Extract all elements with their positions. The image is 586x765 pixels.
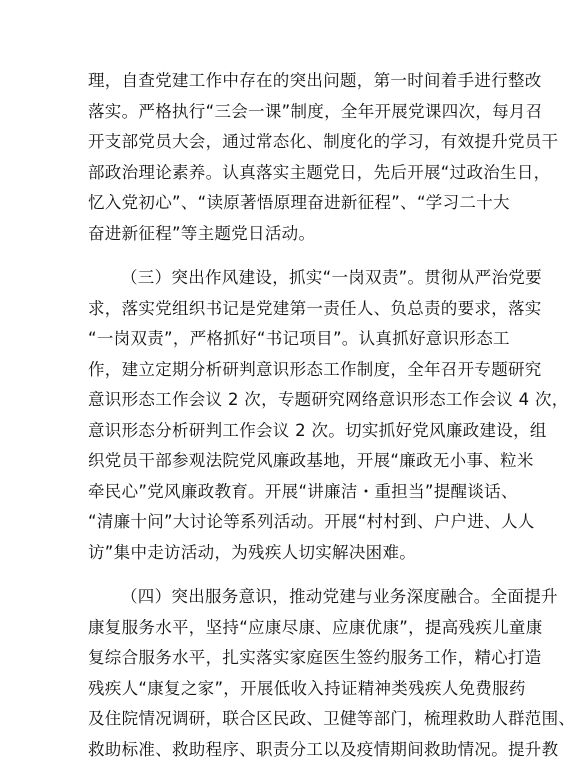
text-line: 康复服务水平，坚持“应康尽康、应康优康”，提高残疾儿童康 bbox=[88, 613, 508, 644]
text-line: （四）突出服务意识，推动党建与业务深度融合。全面提升 bbox=[88, 582, 508, 613]
text-line: 意识形态分析研判工作会议 2 次。切实抓好党风廉政建设，组 bbox=[88, 416, 508, 447]
text-line: “一岗双责”，严格抓好“书记项目”。认真抓好意识形态工 bbox=[88, 324, 508, 355]
text-line: 理，自查党建工作中存在的突出问题，第一时间着手进行整改 bbox=[88, 66, 508, 97]
text-line: “清廉十问”大讨论等系列活动。开展“村村到、户户进、人人 bbox=[88, 507, 508, 538]
text-line: （三）突出作风建设，抓实“一岗双责”。贯彻从严治党要 bbox=[88, 263, 508, 294]
text-line: 织党员干部参观法院党风廉政基地，开展“廉政无小事、粒米 bbox=[88, 446, 508, 477]
text-line: 意识形态工作会议 2 次，专题研究网络意识形态工作会议 4 次， bbox=[88, 385, 508, 416]
text-line: 牵民心”党风廉政教育。开展“讲廉洁・重担当”提醒谈话、 bbox=[88, 477, 508, 508]
text-line: 落实。严格执行“三会一课”制度，全年开展党课四次，每月召 bbox=[88, 97, 508, 128]
text-line: 作，建立定期分析研判意识形态工作制度，全年召开专题研究 bbox=[88, 355, 508, 386]
text-line: 开支部党员大会，通过常态化、制度化的学习，有效提升党员干 bbox=[88, 127, 508, 158]
text-line: 忆入党初心”、“读原著悟原理奋进新征程”、“学习二十大 bbox=[88, 188, 508, 219]
paragraph-3 bbox=[88, 582, 508, 765]
text-line: 救助标准、救助程序、职责分工以及疫情期间救助情况。提升教 bbox=[88, 735, 508, 765]
text-line: 访”集中走访活动，为残疾人切实解决困难。 bbox=[88, 538, 508, 569]
paragraph-gap bbox=[88, 568, 508, 582]
text-line: 及住院情况调研，联合区民政、卫健等部门，梳理救助人群范围、 bbox=[88, 704, 508, 735]
text-line: 复综合服务水平，扎实落实家庭医生签约服务工作，精心打造 bbox=[88, 643, 508, 674]
paragraph-2 bbox=[88, 263, 508, 568]
document-body bbox=[88, 66, 508, 765]
text-line: 奋进新征程”等主题党日活动。 bbox=[88, 219, 508, 250]
text-line: 部政治理论素养。认真落实主题党日，先后开展“过政治生日， bbox=[88, 158, 508, 189]
paragraph-gap bbox=[88, 249, 508, 263]
text-line: 求，落实党组织书记是党建第一责任人、负总责的要求，落实 bbox=[88, 294, 508, 325]
paragraph-1 bbox=[88, 66, 508, 249]
text-line: 残疾人“康复之家”，开展低收入持证精神类残疾人免费服药 bbox=[88, 674, 508, 705]
